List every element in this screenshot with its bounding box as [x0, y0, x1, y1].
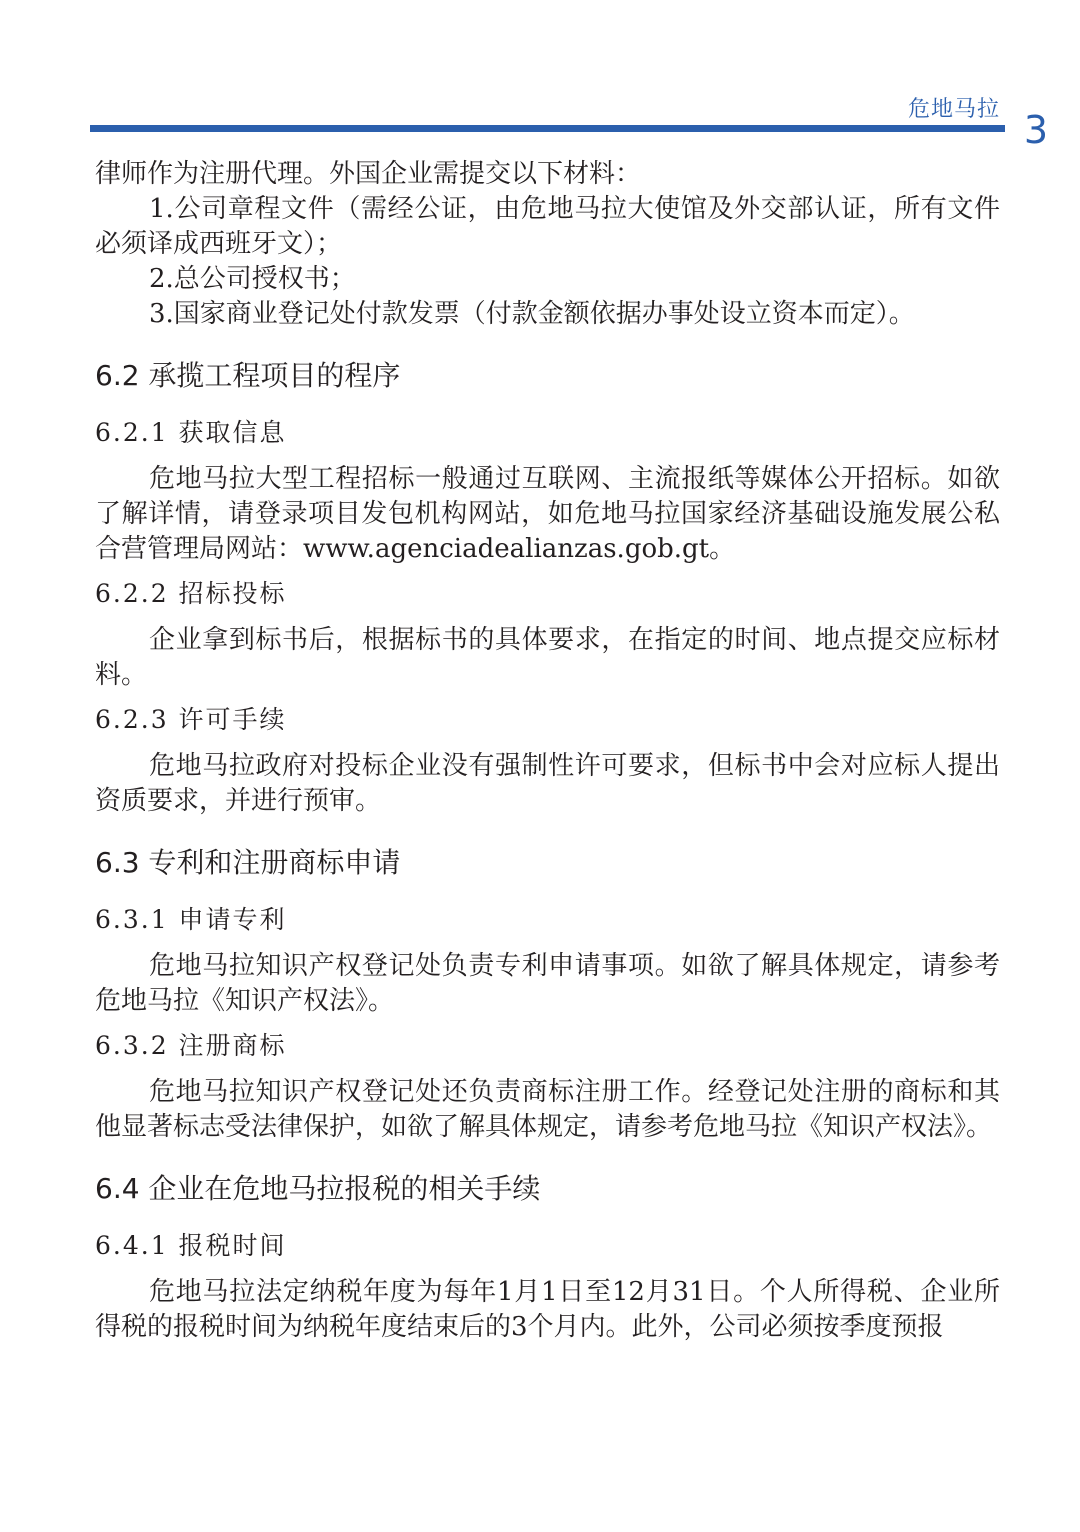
subsection-heading: 6.4.1 报税时间 [95, 1231, 287, 1260]
paragraph: 企业拿到标书后，根据标书的具体要求，在指定的时间、地点提交应标材料。 [95, 625, 1000, 690]
paragraph: 危地马拉知识产权登记处负责专利申请事项。如欲了解具体规定，请参考危地马拉《知识产权法》。 [95, 951, 1000, 1016]
section-heading: 6.2 承揽工程项目的程序 [95, 359, 401, 392]
paragraph: 危地马拉法定纳税年度为每年1月1日至12月31日。个人所得税、企业所得税的报税时间为纳税年度结束后的3个月内。此外，公司必须按季度预报 [95, 1277, 1000, 1342]
paragraph: 危地马拉政府对投标企业没有强制性许可要求，但标书中会对应标人提出资质要求，并进行预审。 [95, 751, 1000, 816]
intro-line: 律师作为注册代理。外国企业需提交以下材料： [95, 159, 642, 189]
header-rule [90, 125, 1005, 132]
subsection-heading: 6.3.2 注册商标 [95, 1031, 287, 1060]
section-heading: 6.4 企业在危地马拉报税的相关手续 [95, 1172, 541, 1205]
list-item: 3.国家商业登记处付款发票（付款金额依据办事处设立资本而定）。 [149, 299, 915, 329]
page-body [95, 157, 1000, 1353]
intro-section [95, 157, 1000, 332]
subsection-heading: 6.3.1 申请专利 [95, 905, 287, 934]
paragraph: 危地马拉大型工程招标一般通过互联网、主流报纸等媒体公开招标。如欲了解详情，请登录项目发包机构网站，如危地马拉国家经济基础设施发展公私合营管理局网站：www.agenciadealianzas.gob.gt。 [95, 464, 1000, 564]
subsection-heading: 6.2.1 获取信息 [95, 418, 287, 447]
list-item: 2.总公司授权书； [149, 264, 356, 294]
header-title: 危地马拉 [907, 97, 1000, 122]
list-item: 1.公司章程文件（需经公证，由危地马拉大使馆及外交部认证，所有文件必须译成西班牙文）； [95, 194, 1000, 259]
paragraph: 危地马拉知识产权登记处还负责商标注册工作。经登记处注册的商标和其他显著标志受法律保护，如欲了解具体规定，请参考危地马拉《知识产权法》。 [95, 1077, 1000, 1142]
subsection-heading: 6.2.2 招标投标 [95, 579, 287, 608]
subsection-heading: 6.2.3 许可手续 [95, 705, 287, 734]
section-heading: 6.3 专利和注册商标申请 [95, 846, 401, 879]
page-number: 3 [1023, 108, 1048, 152]
